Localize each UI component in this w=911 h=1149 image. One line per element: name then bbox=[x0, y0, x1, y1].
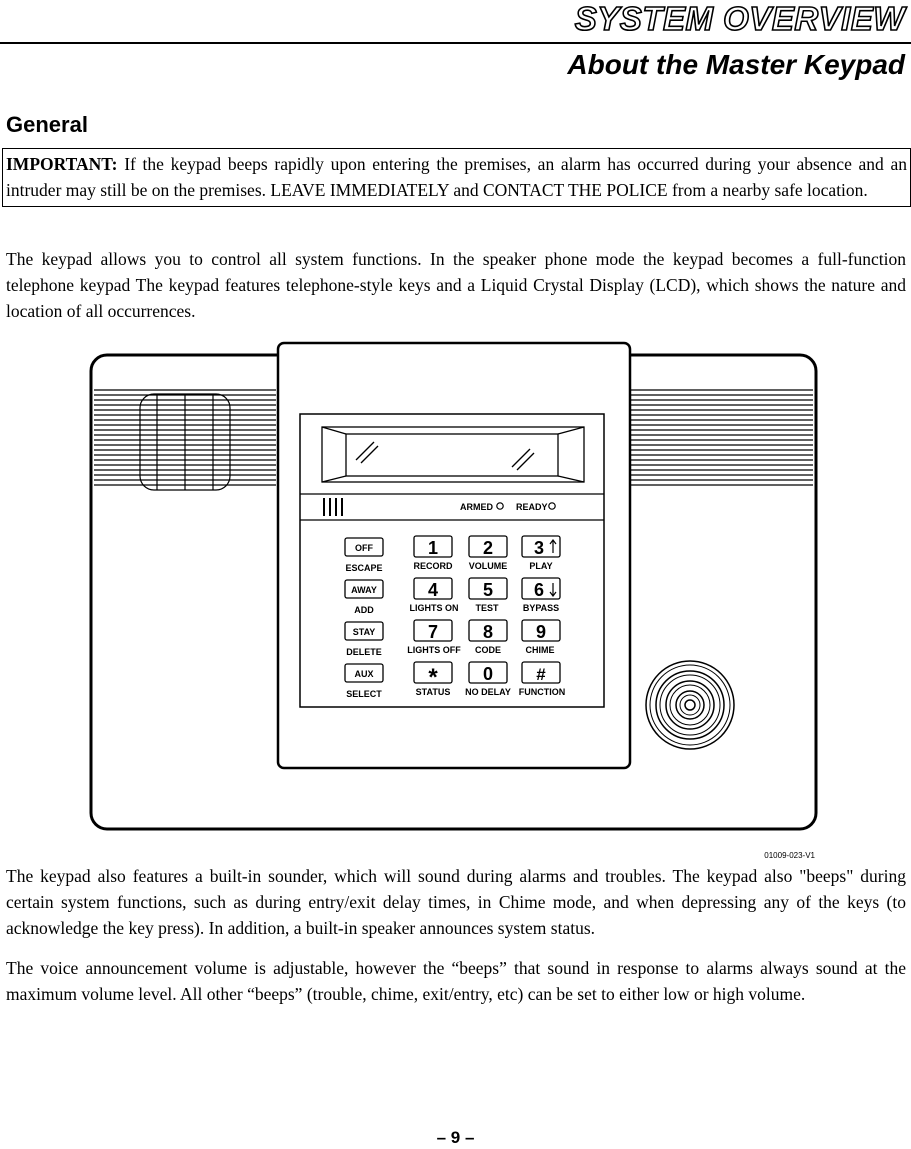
key-5-text: 5 bbox=[482, 580, 494, 600]
page-title: SYSTEM OVERVIEW bbox=[574, 0, 905, 37]
off-key-text: OFF bbox=[355, 543, 373, 553]
important-label: IMPORTANT: bbox=[6, 154, 118, 174]
key-star-text: * bbox=[428, 664, 438, 691]
sounder-paragraph: The keypad also features a built-in sounder, which will sound during alarms and troubles. The keypad also "beeps" during certain system functions, such as during entry/exit delay times, in Chime mode, and when depressing any of the keys (to acknowledge the key press). In addition, a built-in speaker announces system status. bbox=[6, 866, 906, 938]
away-key-text: AWAY bbox=[351, 585, 377, 595]
key-2-text: 2 bbox=[482, 538, 494, 558]
status-label: STATUS bbox=[415, 687, 451, 697]
key-4-text: 4 bbox=[427, 580, 439, 600]
select-label: SELECT bbox=[346, 689, 382, 699]
key-3-text: 3 bbox=[533, 538, 545, 558]
key-7-text: 7 bbox=[427, 622, 439, 642]
escape-label: ESCAPE bbox=[345, 563, 383, 573]
add-label: ADD bbox=[354, 605, 374, 615]
function-label: FUNCTION bbox=[518, 687, 566, 697]
ready-indicator-label: READY bbox=[516, 502, 548, 512]
important-notice bbox=[2, 148, 911, 207]
key-hash-text: # bbox=[536, 665, 546, 684]
key-6-text: 6 bbox=[533, 580, 545, 600]
armed-indicator-label: ARMED bbox=[460, 502, 493, 512]
ready-led bbox=[549, 503, 555, 509]
key-0-text: 0 bbox=[482, 664, 494, 684]
delete-label: DELETE bbox=[346, 647, 382, 657]
lights-off-label: LIGHTS OFF bbox=[407, 645, 461, 655]
volume-paragraph: The voice announcement volume is adjustable, however the “beeps” that sound in response to alarms always sound at the maximum volume level. All other “beeps” (trouble, chime, exit/entry, etc) can be set to either low or high volume. bbox=[6, 958, 906, 1004]
stay-key-text: STAY bbox=[352, 627, 376, 637]
bypass-label: BYPASS bbox=[522, 603, 560, 613]
chime-label: CHIME bbox=[525, 645, 555, 655]
record-label: RECORD bbox=[413, 561, 453, 571]
test-label: TEST bbox=[475, 603, 499, 613]
page-number: – 9 – bbox=[436, 1128, 475, 1147]
lights-on-label: LIGHTS ON bbox=[409, 603, 459, 613]
key-9-text: 9 bbox=[535, 622, 547, 642]
header-rule bbox=[0, 42, 911, 44]
intro-paragraph: The keypad allows you to control all system functions. In the speaker phone mode the keypad becomes a full-function telephone keypad The keypad features telephone-style keys and a Liquid Crystal Display (LCD), which shows the nature and location of all occurrences. bbox=[6, 249, 906, 321]
play-label: PLAY bbox=[529, 561, 553, 571]
keypad-figure bbox=[0, 330, 911, 855]
armed-led bbox=[497, 503, 503, 509]
no-delay-label: NO DELAY bbox=[465, 687, 511, 697]
page-subtitle: About the Master Keypad bbox=[567, 49, 905, 80]
code-label: CODE bbox=[474, 645, 502, 655]
key-1-text: 1 bbox=[427, 538, 439, 558]
volume-label: VOLUME bbox=[468, 561, 508, 571]
important-text: If the keypad beeps rapidly upon entering the premises, an alarm has occurred during your absence and an intruder may still be on the premises. LEAVE IMMEDIATELY and CONTACT THE POLICE from a nearby safe location. bbox=[6, 154, 907, 200]
key-8-text: 8 bbox=[482, 622, 494, 642]
keypad-illustration bbox=[0, 330, 911, 850]
section-heading: General bbox=[6, 112, 88, 137]
aux-key-text: AUX bbox=[354, 669, 374, 679]
figure-id: 01009-023-V1 bbox=[764, 851, 815, 860]
